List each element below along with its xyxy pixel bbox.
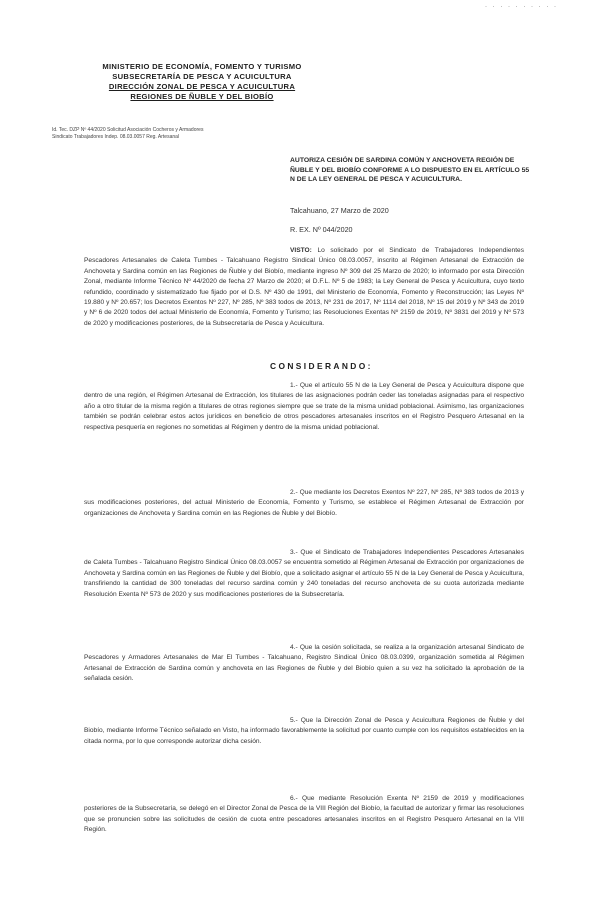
- considerando-2: [84, 488, 524, 519]
- resolution-subject: AUTORIZA CESIÓN DE SARDINA COMÚN Y ANCHOVETA REGIÓN DE ÑUBLE Y DEL BIOBÍO CONFORME A LO DISPUESTO EN EL ARTÍCULO 55 N DE LA LEY GENERAL DE PESCA Y ACUICULTURA.: [290, 157, 530, 183]
- letterhead: [52, 62, 352, 102]
- document-date: Talcahuano, 27 Marzo de 2020: [290, 206, 389, 215]
- considerando-3: [84, 548, 524, 600]
- top-page-marks: · · · · · · · · · ·: [485, 4, 558, 10]
- considerando-text: 5.- Que la Dirección Zonal de Pesca y Acuicultura Regiones de Ñuble y del Biobío, mediante Informe Técnico señalado en Visto, ha informado favorablemente la solicitud por cuanto cumple con los requisitos establecidos en la citada norma, por lo que corresponde autorizar dicha cesión.: [84, 717, 524, 745]
- considerando-4: [84, 643, 524, 685]
- considerando-text: 6.- Que mediante Resolución Exenta Nº 2159 de 2019 y modificaciones posteriores de la Subsecretaría, se delegó en el Director Zonal de Pesca de la VIII Región del Biobío, la facultad de autorizar y firmar las resoluciones que se pronuncien sobre las solicitudes de cesión de cuota entre pescadores artesanales inscritos en el Registro Pesquero Artesanal en la VIII Región.: [84, 795, 524, 834]
- visto-label: VISTO:: [290, 247, 312, 254]
- visto-section: [84, 246, 524, 329]
- considerando-text: 1.- Que el artículo 55 N de la Ley General de Pesca y Acuicultura dispone que dentro de una región, el Régimen Artesanal de Extracción, los titulares de las asignaciones podrán ceder las toneladas asignadas para el respectivo año a otro titular de la misma región a titulares de otras regiones siempre que se trate de la misma unidad poblacional. Asimismo, las organizaciones también se podrán celebrar estos actos jurídicos en beneficio de otros pescadores artesanales inscritos en el Registro Pesquero Artesanal en la respectiva pesquería en regiones no sometidas al Régimen y dentro de la misma unidad poblacional.: [84, 382, 524, 431]
- subsecretariat-name: SUBSECRETARÍA DE PESCA Y ACUICULTURA: [112, 72, 292, 81]
- letterhead-reference-lines: [52, 127, 312, 141]
- zonal-directorate-name: DIRECCIÓN ZONAL DE PESCA Y ACUICULTURA: [108, 82, 296, 91]
- considerando-text: 4.- Que la cesión solicitada, se realiza a la organización artesanal Sindicato de Pescadores y Armadores Artesanales de Mar El Tumbes - Talcahuano, Registro Sindical Único 08.03.0399, organización sometida al Régimen Artesanal de Extracción de Sardina común y anchoveta en las Regiones de Ñuble y del Biobío quien a su vez ha solicitado la aprobación de la señalada cesión.: [84, 644, 524, 683]
- considerando-1: [84, 381, 524, 433]
- regions-name: REGIONES DE ÑUBLE Y DEL BIOBÍO: [130, 92, 274, 101]
- considerando-5: [84, 716, 524, 747]
- ministry-name: MINISTERIO DE ECONOMÍA, FOMENTO Y TURISMO: [102, 62, 302, 71]
- resolution-number: R. EX. Nº 044/2020: [290, 225, 353, 234]
- considerando-6: [84, 794, 524, 836]
- considerando-heading: CONSIDERANDO:: [270, 361, 373, 371]
- visto-text: Lo solicitado por el Sindicato de Trabajadores Independientes Pescadores Artesanales de Caleta Tumbes - Talcahuano Registro Sindical Único 08.03.0057, inscrito al Régimen Artesanal de Extracción de Anchoveta y Sardina común en las Regiones de Ñuble y del Biobío, mediante ingreso Nº 309 del 25 Marzo de 2020; lo informado por esta Dirección Zonal, mediante Informe Técnico Nº 44/2020 de fecha 27 Marzo de 2020; el D.F.L. Nº 5 de 1983; la Ley General de Pesca y Acuicultura, cuyo texto refundido, coordinado y sistematizado fue fijado por el D.S. Nº 430 de 1991, del Ministerio de Economía, Fomento y Reconstrucción; las Leyes Nº 19.880 y Nº 20.657; los Decretos Exentos Nº 227, Nº 285, Nº 383 todos de 2013, Nº 231 de 2017, Nº 1114 del 2018, Nº 15 del 2019 y Nº 343 de 2019 y Nº 6 de 2020 todos del actual Ministerio de Economía, Fomento y Turismo; las Resoluciones Exentas Nº 2159 de 2019, Nº 3831 del 2019 y Nº 573 de 2020 y modificaciones posteriores, de la Subsecretaría de Pesca y Acuicultura.: [84, 247, 524, 327]
- reference-line-2: Sindicato Trabajadores Indep. 08.03.0057 Reg. Artesanal: [52, 134, 180, 140]
- considerando-text: 2.- Que mediante los Decretos Exentos Nº 227, Nº 285, Nº 383 todos de 2013 y sus modificaciones posteriores, del actual Ministerio de Economía, Fomento y Turismo, se establece el Régimen Artesanal de Extracción por organizaciones de Anchoveta y Sardina común en las Regiones de Ñuble y del Biobío.: [84, 489, 524, 517]
- reference-line-1: Id. Tec. DZP Nº 44/2020 Solicitud Asociación Cocheros y Armadores: [52, 127, 204, 133]
- considerando-text: 3.- Que el Sindicato de Trabajadores Independientes Pescadores Artesanales de Caleta Tumbes - Talcahuano Registro Sindical Único 08.03.0057 se encuentra sometido al Régimen Artesanal de Extracción por organizaciones de Anchoveta y Sardina común en las Regiones de Ñuble y del Biobío, que a solicitado asignar el artículo 55 N de la Ley General de Pesca y Acuicultura, transfiriendo la cantidad de 300 toneladas del recurso sardina común y 240 toneladas del recurso anchoveta de su cuota autorizada mediante Resolución Exenta Nº 573 de 2020 y sus modificaciones posteriores de la Subsecretaría.: [84, 549, 524, 598]
